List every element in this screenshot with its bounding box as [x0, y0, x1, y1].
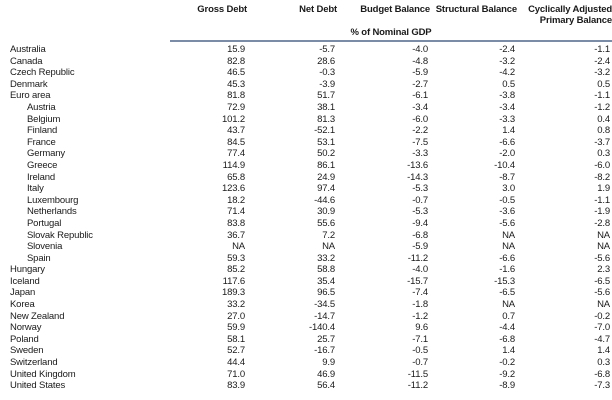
value-cell: 0.4 — [597, 113, 610, 125]
value-cell: 28.6 — [317, 55, 335, 67]
value-cell: -1.2 — [594, 101, 610, 113]
value-cell: -0.2 — [594, 310, 610, 322]
value-cell: 59.9 — [227, 322, 245, 334]
value-cell: -7.3 — [594, 380, 610, 392]
country-label: Belgium — [27, 113, 61, 125]
value-cell: 15.9 — [227, 44, 245, 55]
value-cell: -2.0 — [499, 148, 515, 160]
value-cell: -0.5 — [412, 345, 428, 357]
value-cell: 0.5 — [502, 78, 515, 90]
value-cell: -1.9 — [594, 206, 610, 218]
value-cell: 82.8 — [227, 55, 245, 67]
value-cell: -1.6 — [499, 264, 515, 276]
value-cell: 46.5 — [227, 67, 245, 79]
country-label: United States — [10, 380, 66, 392]
country-label: France — [27, 136, 56, 148]
value-cell: -6.6 — [499, 252, 515, 264]
value-cell: -3.6 — [499, 206, 515, 218]
value-cell: 36.7 — [227, 229, 245, 241]
col-header-gross-debt: Gross Debt — [197, 4, 247, 15]
value-cell: 72.9 — [227, 101, 245, 113]
value-cell: 83.8 — [227, 217, 245, 229]
value-cell: 58.1 — [227, 333, 245, 345]
value-cell: 35.4 — [317, 275, 335, 287]
table-row — [0, 160, 612, 172]
value-cell: -9.4 — [412, 217, 428, 229]
value-cell: NA — [502, 241, 515, 253]
value-cell: 86.1 — [317, 159, 335, 171]
value-cell: 81.3 — [317, 113, 335, 125]
value-cell: -2.4 — [499, 44, 515, 55]
value-cell: -2.4 — [594, 55, 610, 67]
value-cell: 51.7 — [317, 90, 335, 102]
col-header-cyclically-adjusted-primary-balance: Cyclically Adjusted Primary Balance — [528, 4, 612, 26]
value-cell: 96.5 — [317, 287, 335, 299]
value-cell: -4.0 — [412, 264, 428, 276]
country-label: Norway — [10, 322, 42, 334]
value-cell: -6.6 — [499, 136, 515, 148]
country-label: United Kingdom — [10, 368, 76, 380]
value-cell: 81.8 — [227, 90, 245, 102]
value-cell: -15.7 — [407, 275, 428, 287]
table-row — [0, 241, 612, 253]
value-cell: -5.9 — [412, 67, 428, 79]
value-cell: -0.5 — [499, 194, 515, 206]
table-row — [0, 125, 612, 137]
country-label: Poland — [10, 333, 39, 345]
value-cell: 0.8 — [597, 125, 610, 137]
value-cell: 55.6 — [317, 217, 335, 229]
table-row — [0, 172, 612, 184]
value-cell: -3.3 — [412, 148, 428, 160]
value-cell: 1.9 — [597, 183, 610, 195]
country-label: Slovenia — [27, 241, 63, 253]
value-cell: 27.0 — [227, 310, 245, 322]
value-cell: -10.4 — [494, 159, 515, 171]
country-column-header — [0, 2, 170, 26]
value-cell: -0.7 — [412, 357, 428, 369]
value-cell: -6.5 — [499, 287, 515, 299]
country-label: Portugal — [27, 217, 62, 229]
value-cell: 25.7 — [317, 333, 335, 345]
value-cell: -5.7 — [319, 44, 335, 55]
value-cell: -3.2 — [594, 67, 610, 79]
value-cell: -5.3 — [412, 183, 428, 195]
value-cell: -6.1 — [412, 90, 428, 102]
value-cell: -140.4 — [308, 322, 335, 334]
country-label: Australia — [10, 43, 46, 55]
table-header — [0, 2, 612, 41]
value-cell: -3.4 — [412, 101, 428, 113]
value-cell: 44.4 — [227, 357, 245, 369]
country-label: Czech Republic — [10, 67, 75, 79]
table-row — [0, 183, 612, 195]
table-row — [0, 276, 612, 288]
value-cell: -2.8 — [594, 217, 610, 229]
value-cell: -14.3 — [407, 171, 428, 183]
value-cell: -5.6 — [499, 217, 515, 229]
table-row — [0, 90, 612, 102]
value-cell: -44.6 — [314, 194, 335, 206]
value-cell: 1.4 — [502, 345, 515, 357]
table-row — [0, 253, 612, 265]
value-cell: -16.7 — [314, 345, 335, 357]
value-cell: -6.8 — [412, 229, 428, 241]
header-row — [0, 2, 612, 26]
table-row — [0, 264, 612, 276]
country-label: Germany — [27, 148, 66, 160]
value-cell: -6.8 — [499, 333, 515, 345]
table-row — [0, 380, 612, 392]
value-cell: 24.9 — [317, 171, 335, 183]
value-cell: -34.5 — [314, 299, 335, 311]
value-cell: 50.2 — [317, 148, 335, 160]
value-cell: -2.7 — [412, 78, 428, 90]
unit-row — [0, 26, 612, 41]
value-cell: NA — [597, 241, 610, 253]
country-label: Denmark — [10, 78, 48, 90]
value-cell: -3.7 — [594, 136, 610, 148]
table-body — [0, 41, 612, 392]
value-cell: -0.7 — [412, 194, 428, 206]
value-cell: -3.2 — [499, 55, 515, 67]
country-label: New Zealand — [10, 310, 65, 322]
value-cell: 38.1 — [317, 101, 335, 113]
country-label: Sweden — [10, 345, 44, 357]
value-cell: 30.9 — [317, 206, 335, 218]
table-row — [0, 334, 612, 346]
value-cell: -3.4 — [499, 101, 515, 113]
value-cell: -4.8 — [412, 55, 428, 67]
value-cell: 18.2 — [227, 194, 245, 206]
value-cell: 46.9 — [317, 368, 335, 380]
value-cell: -13.6 — [407, 159, 428, 171]
value-cell: -2.2 — [412, 125, 428, 137]
table-row — [0, 195, 612, 207]
country-label: Japan — [10, 287, 36, 299]
table-row — [0, 102, 612, 114]
value-cell: 52.7 — [227, 345, 245, 357]
value-cell: NA — [502, 229, 515, 241]
country-label: Ireland — [27, 171, 55, 183]
unit-row-spacer — [0, 26, 170, 41]
value-cell: -3.3 — [499, 113, 515, 125]
table-row — [0, 357, 612, 369]
value-cell: NA — [502, 299, 515, 311]
value-cell: -7.0 — [594, 322, 610, 334]
table-row — [0, 311, 612, 323]
value-cell: -5.3 — [412, 206, 428, 218]
table-row — [0, 114, 612, 126]
value-cell: 84.5 — [227, 136, 245, 148]
value-cell: 3.0 — [502, 183, 515, 195]
table-row — [0, 287, 612, 299]
value-cell: 33.2 — [317, 252, 335, 264]
value-cell: -7.4 — [412, 287, 428, 299]
country-label: Switzerland — [10, 357, 58, 369]
value-cell: -6.0 — [412, 113, 428, 125]
value-cell: NA — [322, 241, 335, 253]
value-cell: -1.8 — [412, 299, 428, 311]
country-label: Hungary — [10, 264, 45, 276]
value-cell: -7.5 — [412, 136, 428, 148]
value-cell: 0.3 — [597, 357, 610, 369]
value-cell: 58.8 — [317, 264, 335, 276]
table-row — [0, 345, 612, 357]
col-header-structural-balance: Structural Balance — [435, 4, 517, 15]
table-row — [0, 41, 612, 56]
value-cell: -6.8 — [594, 368, 610, 380]
country-label: Iceland — [10, 275, 40, 287]
value-cell: 65.8 — [227, 171, 245, 183]
country-label: Italy — [27, 183, 44, 195]
value-cell: -1.1 — [594, 44, 610, 55]
col-header-budget-balance: Budget Balance — [360, 4, 430, 15]
value-cell: -9.2 — [499, 368, 515, 380]
value-cell: 56.4 — [317, 380, 335, 392]
table-row — [0, 230, 612, 242]
value-cell: 101.2 — [221, 113, 245, 125]
value-cell: NA — [597, 229, 610, 241]
value-cell: -1.2 — [412, 310, 428, 322]
value-cell: 71.0 — [227, 368, 245, 380]
value-cell: -15.3 — [494, 275, 515, 287]
value-cell: 9.9 — [322, 357, 335, 369]
value-cell: -8.2 — [594, 171, 610, 183]
value-cell: 77.4 — [227, 148, 245, 160]
value-cell: 9.6 — [415, 322, 428, 334]
value-cell: 45.3 — [227, 78, 245, 90]
country-label: Canada — [10, 55, 43, 67]
col-header-net-debt: Net Debt — [299, 4, 337, 15]
value-cell: 117.6 — [222, 275, 245, 287]
value-cell: -6.5 — [594, 275, 610, 287]
value-cell: 71.4 — [227, 206, 245, 218]
value-cell: -14.7 — [314, 310, 335, 322]
table-row — [0, 369, 612, 381]
value-cell: -11.2 — [407, 252, 428, 264]
country-label: Euro area — [10, 90, 51, 102]
value-cell: NA — [232, 241, 245, 253]
value-cell: 1.4 — [597, 345, 610, 357]
value-cell: -11.5 — [407, 368, 428, 380]
value-cell: 85.2 — [227, 264, 245, 276]
table-row — [0, 56, 612, 68]
value-cell: -4.4 — [499, 322, 515, 334]
fiscal-indicators-table — [0, 2, 612, 392]
table-row — [0, 322, 612, 334]
value-cell: 53.1 — [317, 136, 335, 148]
value-cell: 43.7 — [227, 125, 245, 137]
value-cell: -11.2 — [407, 380, 428, 392]
country-label: Korea — [10, 299, 35, 311]
value-cell: 33.2 — [227, 299, 245, 311]
value-cell: 59.3 — [227, 252, 245, 264]
country-label: Netherlands — [27, 206, 77, 218]
value-cell: -5.6 — [594, 287, 610, 299]
value-cell: -1.1 — [594, 90, 610, 102]
value-cell: -5.6 — [594, 252, 610, 264]
table-row — [0, 137, 612, 149]
value-cell: -3.8 — [499, 90, 515, 102]
country-label: Slovak Republic — [27, 229, 93, 241]
value-cell: 1.4 — [502, 125, 515, 137]
value-cell: -4.7 — [594, 333, 610, 345]
value-cell: 0.5 — [597, 78, 610, 90]
table-row — [0, 79, 612, 91]
country-label: Greece — [27, 159, 58, 171]
table-row — [0, 67, 612, 79]
value-cell: 114.9 — [222, 159, 245, 171]
value-cell: -6.0 — [594, 159, 610, 171]
value-cell: -5.9 — [412, 241, 428, 253]
value-cell: 0.3 — [597, 148, 610, 160]
table-row — [0, 218, 612, 230]
value-cell: -52.1 — [314, 125, 335, 137]
value-cell: -1.1 — [594, 194, 610, 206]
value-cell: -0.2 — [499, 357, 515, 369]
value-cell: 83.9 — [227, 380, 245, 392]
value-cell: -4.2 — [499, 67, 515, 79]
country-label: Finland — [27, 125, 58, 137]
value-cell: -4.0 — [412, 44, 428, 55]
value-cell: 123.6 — [221, 183, 245, 195]
value-cell: -3.9 — [319, 78, 335, 90]
value-cell: -8.9 — [499, 380, 515, 392]
value-cell: 2.3 — [597, 264, 610, 276]
value-cell: 189.3 — [221, 287, 245, 299]
value-cell: -8.7 — [499, 171, 515, 183]
table-row — [0, 148, 612, 160]
table-row — [0, 206, 612, 218]
unit-label: % of Nominal GDP — [170, 26, 612, 41]
value-cell: -7.1 — [412, 333, 428, 345]
country-label: Luxembourg — [27, 194, 79, 206]
value-cell: 7.2 — [322, 229, 335, 241]
table-row — [0, 299, 612, 311]
value-cell: -0.3 — [319, 67, 335, 79]
value-cell: NA — [597, 299, 610, 311]
country-label: Spain — [27, 252, 51, 264]
value-cell: 0.7 — [502, 310, 515, 322]
value-cell: 97.4 — [317, 183, 335, 195]
country-label: Austria — [27, 101, 56, 113]
